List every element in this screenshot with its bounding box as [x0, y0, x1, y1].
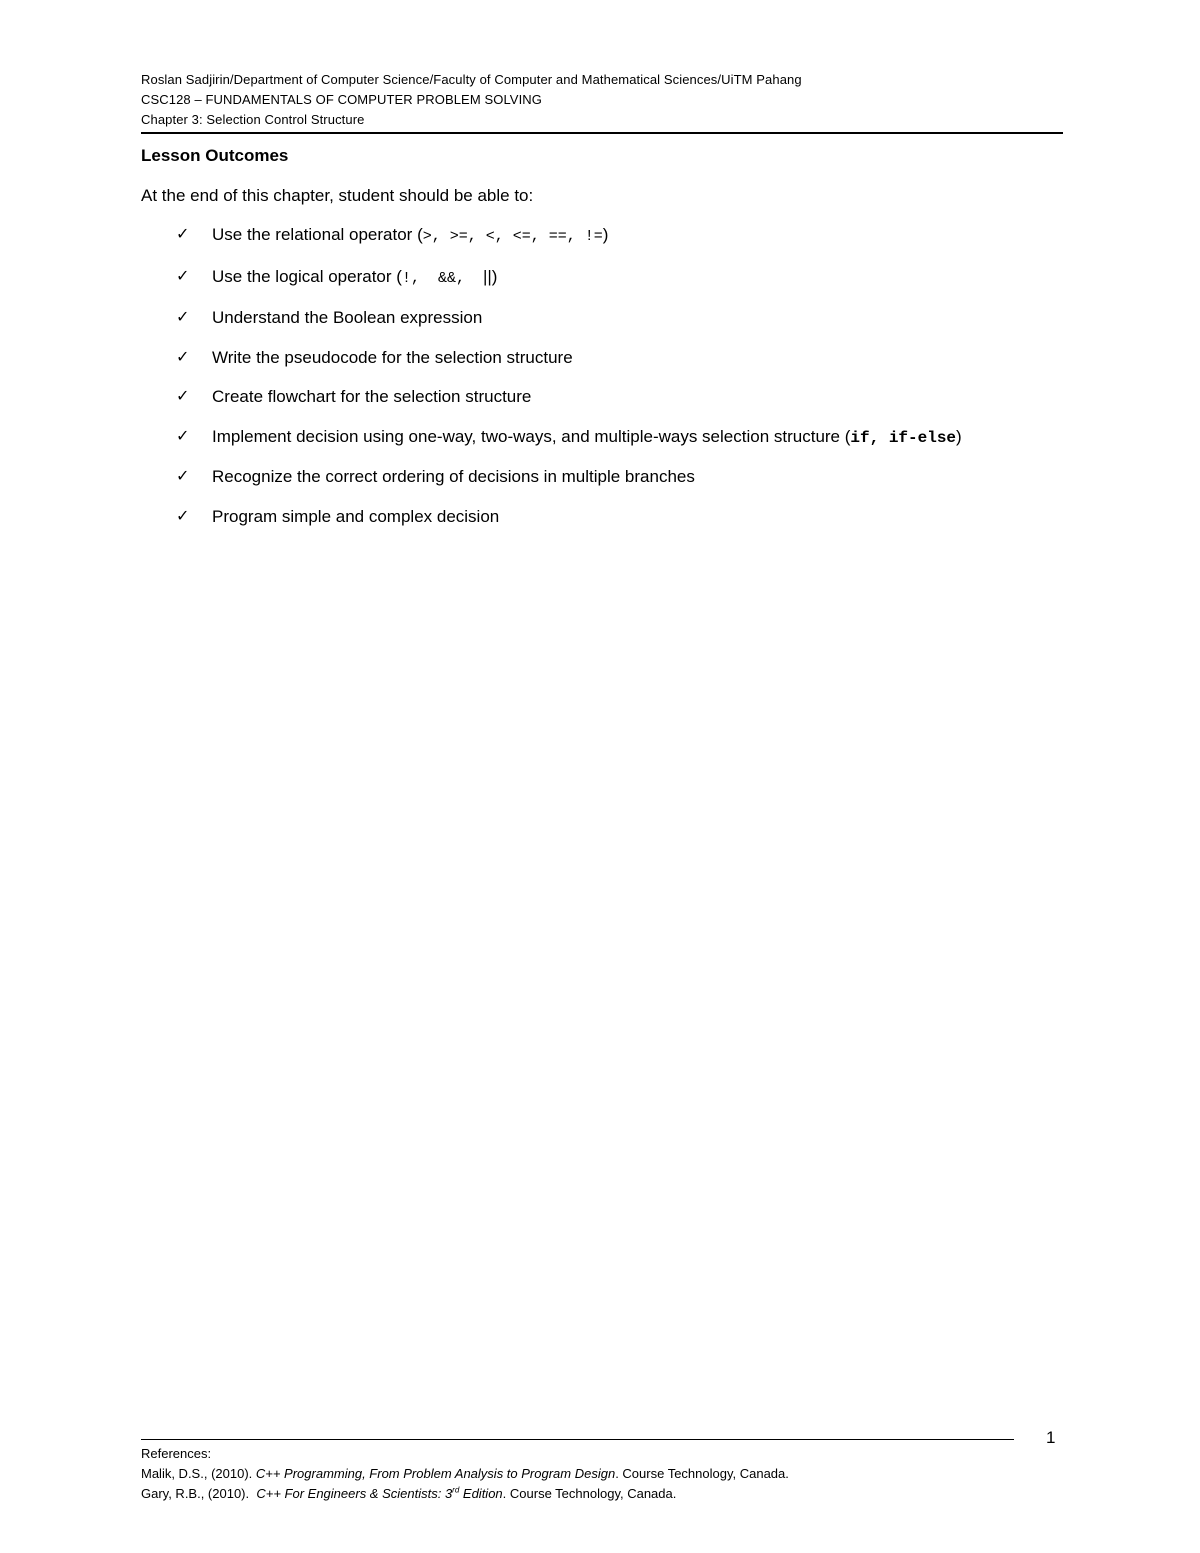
references-label: References:: [141, 1446, 212, 1461]
page-header: [141, 70, 1063, 130]
check-icon: ✓: [176, 346, 190, 366]
outcome-text: Understand the Boolean expression: [212, 308, 483, 327]
header-author-line: Roslan Sadjirin/Department of Computer Science/Faculty of Computer and Mathematical Sciences/UiTM Pahang: [141, 72, 802, 87]
references-block: [141, 1444, 789, 1504]
reference-author: Malik, D.S., (2010).: [141, 1466, 256, 1481]
reference-publisher: . Course Technology, Canada.: [615, 1466, 789, 1481]
outcome-text: Implement decision using one-way, two-ways, and multiple-ways selection structure (: [212, 426, 851, 446]
outcome-pipes: ||: [482, 266, 492, 286]
list-item: [176, 266, 1066, 290]
outcome-text: Program simple and complex decision: [212, 506, 500, 526]
header-chapter-line: Chapter 3: Selection Control Structure: [141, 112, 365, 127]
reference-title: C++ For Engineers & Scientists: 3: [256, 1486, 453, 1501]
reference-item: [141, 1484, 789, 1504]
list-item: [176, 307, 1066, 329]
outcomes-list: [176, 224, 1066, 545]
check-icon: ✓: [176, 505, 190, 525]
list-item: [176, 466, 1066, 488]
footer-divider: [141, 1439, 1014, 1440]
list-item: [176, 224, 1066, 248]
reference-publisher: . Course Technology, Canada.: [502, 1486, 677, 1501]
check-icon: ✓: [176, 307, 190, 326]
list-item: [176, 347, 1066, 369]
outcome-text: Use the logical operator (: [212, 266, 402, 286]
reference-title-superscript: rd: [452, 1485, 460, 1495]
reference-author: Gary, R.B., (2010).: [141, 1486, 257, 1501]
intro-text: At the end of this chapter, student should be able to:: [141, 186, 534, 205]
outcome-code: >, >=, <, <=, ==, !=: [422, 228, 603, 245]
outcome-text: Recognize the correct ordering of decisions in multiple branches: [212, 467, 695, 486]
header-course-line: CSC128 – FUNDAMENTALS OF COMPUTER PROBLEM SOLVING: [141, 92, 542, 107]
check-icon: ✓: [176, 425, 190, 445]
header-divider: [141, 132, 1063, 134]
outcome-text: Create flowchart for the selection structure: [212, 387, 532, 406]
outcome-end: ): [602, 225, 609, 244]
list-item: [176, 506, 1066, 528]
reference-title-end: Edition: [459, 1486, 503, 1501]
page-number: 1: [1046, 1428, 1056, 1447]
reference-title: C++ Programming, From Problem Analysis to Program Design: [255, 1466, 616, 1481]
list-item: [176, 386, 1066, 408]
outcome-text: Write the pseudocode for the selection structure: [212, 347, 573, 367]
list-item: [176, 417, 1066, 458]
section-title: Lesson Outcomes: [141, 146, 289, 165]
outcome-code: if, if-else: [850, 428, 957, 447]
check-icon: ✓: [176, 224, 190, 243]
check-icon: ✓: [176, 386, 190, 405]
outcome-end: ): [491, 266, 498, 286]
outcome-text: Use the relational operator (: [212, 225, 423, 244]
reference-item: [141, 1464, 789, 1484]
check-icon: ✓: [176, 265, 190, 285]
outcome-code: !, &&,: [401, 269, 483, 287]
check-icon: ✓: [176, 466, 190, 485]
outcome-end: ): [956, 426, 962, 446]
